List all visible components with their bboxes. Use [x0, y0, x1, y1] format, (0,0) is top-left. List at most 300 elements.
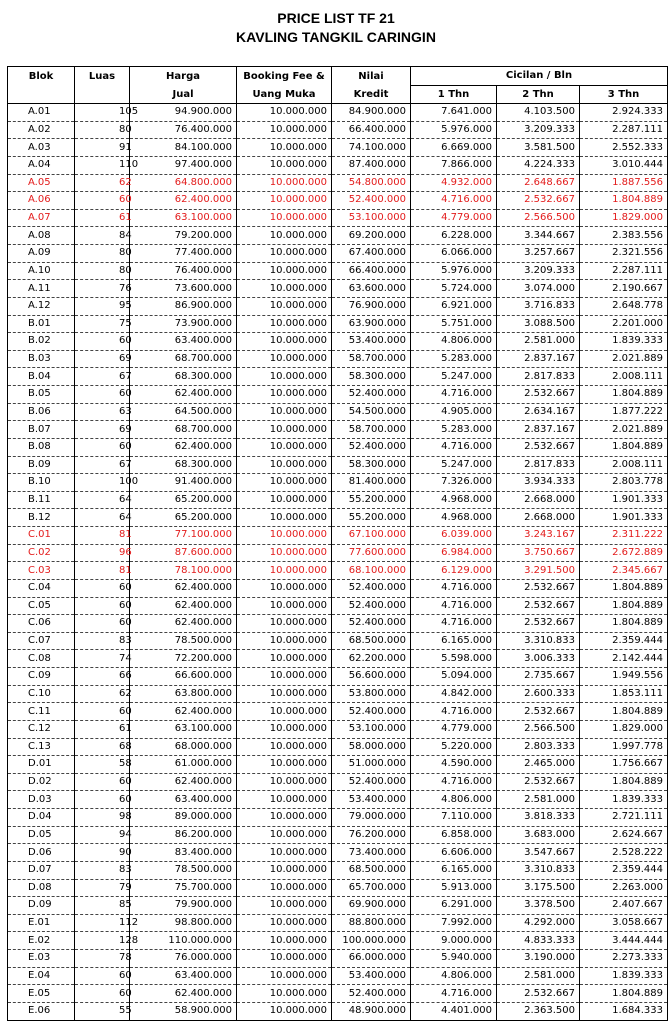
table-row [8, 562, 668, 580]
table-row [8, 544, 668, 562]
cell-luas: 128 [75, 932, 130, 950]
cell-cicilan-1-thn: 6.984.000 [411, 544, 497, 562]
cell-harga-jual: 68.700.000 [130, 350, 237, 368]
cell-harga-jual: 76.400.000 [130, 121, 237, 139]
header-nilai-line2: Kredit [332, 85, 411, 104]
cell-harga-jual: 62.400.000 [130, 579, 237, 597]
cell-harga-jual: 62.400.000 [130, 386, 237, 404]
cell-cicilan-2-thn: 3.310.833 [497, 632, 580, 650]
cell-nilai-kredit: 56.600.000 [332, 668, 411, 686]
cell-booking-fee: 10.000.000 [237, 967, 332, 985]
cell-cicilan-3-thn: 2.345.667 [580, 562, 668, 580]
cell-blok: C.13 [8, 738, 75, 756]
cell-cicilan-1-thn: 5.724.000 [411, 280, 497, 298]
cell-blok: B.07 [8, 421, 75, 439]
cell-cicilan-1-thn: 5.751.000 [411, 315, 497, 333]
cell-booking-fee: 10.000.000 [237, 579, 332, 597]
cell-luas: 91 [75, 139, 130, 157]
cell-harga-jual: 58.900.000 [130, 1002, 237, 1020]
cell-harga-jual: 73.900.000 [130, 315, 237, 333]
cell-booking-fee: 10.000.000 [237, 333, 332, 351]
cell-cicilan-2-thn: 4.103.500 [497, 104, 580, 122]
cell-cicilan-3-thn: 1.853.111 [580, 685, 668, 703]
cell-cicilan-2-thn: 3.310.833 [497, 861, 580, 879]
cell-booking-fee: 10.000.000 [237, 791, 332, 809]
cell-luas: 78 [75, 950, 130, 968]
cell-blok: C.12 [8, 720, 75, 738]
cell-luas: 60 [75, 386, 130, 404]
cell-harga-jual: 84.100.000 [130, 139, 237, 157]
table-body [8, 104, 668, 1021]
cell-harga-jual: 87.600.000 [130, 544, 237, 562]
header-nilai-line1: Nilai [332, 67, 411, 86]
cell-luas: 80 [75, 262, 130, 280]
table-row [8, 579, 668, 597]
cell-luas: 95 [75, 297, 130, 315]
cell-luas: 60 [75, 579, 130, 597]
cell-harga-jual: 63.400.000 [130, 967, 237, 985]
cell-blok: D.08 [8, 879, 75, 897]
cell-nilai-kredit: 77.600.000 [332, 544, 411, 562]
cell-cicilan-1-thn: 6.165.000 [411, 632, 497, 650]
cell-luas: 60 [75, 438, 130, 456]
cell-booking-fee: 10.000.000 [237, 403, 332, 421]
cell-cicilan-3-thn: 1.839.333 [580, 333, 668, 351]
cell-cicilan-3-thn: 2.359.444 [580, 861, 668, 879]
header-row-top [8, 67, 668, 86]
cell-luas: 83 [75, 861, 130, 879]
cell-blok: C.08 [8, 650, 75, 668]
cell-cicilan-3-thn: 2.273.333 [580, 950, 668, 968]
cell-harga-jual: 64.800.000 [130, 174, 237, 192]
cell-cicilan-2-thn: 3.818.333 [497, 809, 580, 827]
cell-booking-fee: 10.000.000 [237, 386, 332, 404]
table-row [8, 668, 668, 686]
cell-nilai-kredit: 48.900.000 [332, 1002, 411, 1020]
table-row [8, 262, 668, 280]
cell-booking-fee: 10.000.000 [237, 650, 332, 668]
table-header [8, 67, 668, 104]
cell-cicilan-3-thn: 2.201.000 [580, 315, 668, 333]
cell-nilai-kredit: 52.400.000 [332, 773, 411, 791]
cell-harga-jual: 68.700.000 [130, 421, 237, 439]
cell-booking-fee: 10.000.000 [237, 509, 332, 527]
cell-nilai-kredit: 54.500.000 [332, 403, 411, 421]
cell-nilai-kredit: 53.400.000 [332, 333, 411, 351]
cell-harga-jual: 72.200.000 [130, 650, 237, 668]
cell-cicilan-1-thn: 4.932.000 [411, 174, 497, 192]
cell-cicilan-3-thn: 2.672.889 [580, 544, 668, 562]
cell-cicilan-2-thn: 3.683.000 [497, 826, 580, 844]
cell-luas: 83 [75, 632, 130, 650]
cell-cicilan-1-thn: 6.165.000 [411, 861, 497, 879]
cell-nilai-kredit: 53.400.000 [332, 967, 411, 985]
cell-nilai-kredit: 53.400.000 [332, 791, 411, 809]
cell-booking-fee: 10.000.000 [237, 844, 332, 862]
cell-cicilan-3-thn: 2.924.333 [580, 104, 668, 122]
cell-luas: 68 [75, 738, 130, 756]
cell-luas: 61 [75, 720, 130, 738]
header-booking-line1: Booking Fee & [237, 67, 332, 86]
cell-cicilan-3-thn: 2.528.222 [580, 844, 668, 862]
cell-cicilan-3-thn: 1.804.889 [580, 773, 668, 791]
cell-cicilan-1-thn: 6.228.000 [411, 227, 497, 245]
cell-blok: A.03 [8, 139, 75, 157]
cell-harga-jual: 65.200.000 [130, 491, 237, 509]
cell-cicilan-2-thn: 4.292.000 [497, 914, 580, 932]
cell-cicilan-1-thn: 6.291.000 [411, 897, 497, 915]
cell-booking-fee: 10.000.000 [237, 544, 332, 562]
cell-nilai-kredit: 52.400.000 [332, 579, 411, 597]
cell-harga-jual: 63.100.000 [130, 209, 237, 227]
cell-booking-fee: 10.000.000 [237, 297, 332, 315]
cell-cicilan-1-thn: 6.669.000 [411, 139, 497, 157]
cell-nilai-kredit: 63.900.000 [332, 315, 411, 333]
cell-luas: 98 [75, 809, 130, 827]
table-row [8, 809, 668, 827]
page-subtitle: KAVLING TANGKIL CARINGIN [236, 29, 436, 45]
cell-nilai-kredit: 52.400.000 [332, 985, 411, 1003]
cell-cicilan-2-thn: 3.547.667 [497, 844, 580, 862]
cell-cicilan-3-thn: 2.263.000 [580, 879, 668, 897]
cell-blok: A.01 [8, 104, 75, 122]
cell-harga-jual: 83.400.000 [130, 844, 237, 862]
table-row [8, 844, 668, 862]
cell-luas: 84 [75, 227, 130, 245]
table-row [8, 104, 668, 122]
cell-booking-fee: 10.000.000 [237, 756, 332, 774]
cell-luas: 105 [75, 104, 130, 122]
cell-blok: D.05 [8, 826, 75, 844]
cell-cicilan-1-thn: 4.779.000 [411, 720, 497, 738]
cell-booking-fee: 10.000.000 [237, 209, 332, 227]
header-harga-line2: Jual [130, 85, 237, 104]
cell-harga-jual: 76.400.000 [130, 262, 237, 280]
cell-cicilan-3-thn: 2.021.889 [580, 421, 668, 439]
cell-luas: 76 [75, 280, 130, 298]
cell-cicilan-3-thn: 1.839.333 [580, 791, 668, 809]
document-header [0, 0, 672, 57]
table-row [8, 438, 668, 456]
cell-nilai-kredit: 52.400.000 [332, 386, 411, 404]
cell-cicilan-2-thn: 3.257.667 [497, 245, 580, 263]
cell-cicilan-2-thn: 3.209.333 [497, 262, 580, 280]
cell-luas: 69 [75, 350, 130, 368]
cell-cicilan-2-thn: 2.668.000 [497, 509, 580, 527]
cell-cicilan-1-thn: 6.129.000 [411, 562, 497, 580]
cell-cicilan-3-thn: 1.949.556 [580, 668, 668, 686]
cell-cicilan-1-thn: 4.779.000 [411, 209, 497, 227]
cell-booking-fee: 10.000.000 [237, 985, 332, 1003]
table-row [8, 509, 668, 527]
cell-cicilan-1-thn: 4.716.000 [411, 597, 497, 615]
cell-nilai-kredit: 52.400.000 [332, 192, 411, 210]
cell-cicilan-3-thn: 2.008.111 [580, 456, 668, 474]
table-row [8, 650, 668, 668]
cell-booking-fee: 10.000.000 [237, 421, 332, 439]
cell-booking-fee: 10.000.000 [237, 245, 332, 263]
cell-cicilan-2-thn: 4.833.333 [497, 932, 580, 950]
cell-booking-fee: 10.000.000 [237, 438, 332, 456]
cell-nilai-kredit: 65.700.000 [332, 879, 411, 897]
table-row [8, 297, 668, 315]
table-row [8, 156, 668, 174]
cell-cicilan-2-thn: 2.532.667 [497, 597, 580, 615]
cell-luas: 60 [75, 597, 130, 615]
cell-harga-jual: 62.400.000 [130, 438, 237, 456]
cell-cicilan-3-thn: 1.804.889 [580, 615, 668, 633]
cell-luas: 55 [75, 1002, 130, 1020]
cell-luas: 60 [75, 615, 130, 633]
cell-cicilan-3-thn: 3.444.444 [580, 932, 668, 950]
cell-blok: C.06 [8, 615, 75, 633]
cell-cicilan-3-thn: 2.721.111 [580, 809, 668, 827]
cell-cicilan-3-thn: 2.311.222 [580, 527, 668, 545]
cell-cicilan-3-thn: 1.804.889 [580, 192, 668, 210]
cell-cicilan-3-thn: 1.804.889 [580, 579, 668, 597]
cell-cicilan-3-thn: 2.407.667 [580, 897, 668, 915]
cell-nilai-kredit: 52.400.000 [332, 615, 411, 633]
cell-nilai-kredit: 68.500.000 [332, 861, 411, 879]
cell-cicilan-2-thn: 3.175.500 [497, 879, 580, 897]
cell-cicilan-2-thn: 2.634.167 [497, 403, 580, 421]
cell-cicilan-2-thn: 2.581.000 [497, 967, 580, 985]
cell-cicilan-1-thn: 5.913.000 [411, 879, 497, 897]
cell-booking-fee: 10.000.000 [237, 491, 332, 509]
cell-luas: 60 [75, 967, 130, 985]
cell-cicilan-1-thn: 7.992.000 [411, 914, 497, 932]
cell-blok: C.11 [8, 703, 75, 721]
cell-harga-jual: 98.800.000 [130, 914, 237, 932]
cell-harga-jual: 79.900.000 [130, 897, 237, 915]
cell-luas: 60 [75, 791, 130, 809]
cell-harga-jual: 77.100.000 [130, 527, 237, 545]
cell-cicilan-2-thn: 2.532.667 [497, 773, 580, 791]
cell-cicilan-2-thn: 2.532.667 [497, 579, 580, 597]
cell-luas: 66 [75, 668, 130, 686]
cell-luas: 81 [75, 562, 130, 580]
cell-cicilan-1-thn: 4.590.000 [411, 756, 497, 774]
cell-luas: 69 [75, 421, 130, 439]
table-row [8, 932, 668, 950]
cell-harga-jual: 68.000.000 [130, 738, 237, 756]
table-row [8, 985, 668, 1003]
table-row [8, 315, 668, 333]
cell-nilai-kredit: 54.800.000 [332, 174, 411, 192]
cell-cicilan-1-thn: 5.247.000 [411, 456, 497, 474]
cell-harga-jual: 68.300.000 [130, 368, 237, 386]
cell-cicilan-1-thn: 5.220.000 [411, 738, 497, 756]
cell-luas: 58 [75, 756, 130, 774]
cell-booking-fee: 10.000.000 [237, 1002, 332, 1020]
table-row [8, 1002, 668, 1020]
cell-luas: 64 [75, 491, 130, 509]
cell-nilai-kredit: 53.100.000 [332, 209, 411, 227]
cell-cicilan-3-thn: 2.624.667 [580, 826, 668, 844]
cell-harga-jual: 63.400.000 [130, 791, 237, 809]
cell-booking-fee: 10.000.000 [237, 809, 332, 827]
table-row [8, 174, 668, 192]
cell-blok: D.06 [8, 844, 75, 862]
cell-cicilan-3-thn: 1.887.556 [580, 174, 668, 192]
cell-nilai-kredit: 76.200.000 [332, 826, 411, 844]
cell-harga-jual: 65.200.000 [130, 509, 237, 527]
table-row [8, 474, 668, 492]
cell-cicilan-3-thn: 2.142.444 [580, 650, 668, 668]
table-row [8, 403, 668, 421]
cell-luas: 85 [75, 897, 130, 915]
cell-cicilan-2-thn: 3.291.500 [497, 562, 580, 580]
cell-luas: 62 [75, 174, 130, 192]
header-3-thn: 3 Thn [580, 85, 668, 104]
cell-cicilan-3-thn: 1.804.889 [580, 386, 668, 404]
header-luas: Luas [75, 67, 130, 104]
header-cicilan: Cicilan / Bln [411, 67, 668, 86]
cell-harga-jual: 86.200.000 [130, 826, 237, 844]
cell-blok: D.01 [8, 756, 75, 774]
cell-cicilan-1-thn: 5.283.000 [411, 421, 497, 439]
cell-cicilan-2-thn: 4.224.333 [497, 156, 580, 174]
cell-cicilan-3-thn: 2.803.778 [580, 474, 668, 492]
cell-cicilan-2-thn: 2.600.333 [497, 685, 580, 703]
cell-cicilan-1-thn: 6.921.000 [411, 297, 497, 315]
cell-blok: B.12 [8, 509, 75, 527]
cell-booking-fee: 10.000.000 [237, 121, 332, 139]
cell-nilai-kredit: 52.400.000 [332, 703, 411, 721]
cell-cicilan-2-thn: 3.088.500 [497, 315, 580, 333]
header-1-thn: 1 Thn [411, 85, 497, 104]
cell-cicilan-3-thn: 1.997.778 [580, 738, 668, 756]
cell-cicilan-3-thn: 3.058.667 [580, 914, 668, 932]
cell-cicilan-3-thn: 2.008.111 [580, 368, 668, 386]
cell-nilai-kredit: 67.100.000 [332, 527, 411, 545]
cell-cicilan-1-thn: 4.716.000 [411, 703, 497, 721]
cell-cicilan-1-thn: 4.968.000 [411, 509, 497, 527]
cell-harga-jual: 78.100.000 [130, 562, 237, 580]
cell-luas: 110 [75, 156, 130, 174]
cell-booking-fee: 10.000.000 [237, 703, 332, 721]
table-row [8, 967, 668, 985]
table-row [8, 227, 668, 245]
table-row [8, 386, 668, 404]
header-2-thn: 2 Thn [497, 85, 580, 104]
cell-harga-jual: 86.900.000 [130, 297, 237, 315]
cell-luas: 60 [75, 192, 130, 210]
table-row [8, 333, 668, 351]
cell-booking-fee: 10.000.000 [237, 861, 332, 879]
cell-blok: A.10 [8, 262, 75, 280]
cell-cicilan-1-thn: 5.976.000 [411, 121, 497, 139]
cell-cicilan-2-thn: 2.532.667 [497, 386, 580, 404]
cell-cicilan-1-thn: 4.905.000 [411, 403, 497, 421]
cell-blok: B.08 [8, 438, 75, 456]
cell-blok: D.03 [8, 791, 75, 809]
cell-cicilan-2-thn: 2.581.000 [497, 791, 580, 809]
table-row [8, 773, 668, 791]
cell-blok: E.04 [8, 967, 75, 985]
cell-cicilan-3-thn: 3.010.444 [580, 156, 668, 174]
cell-harga-jual: 63.400.000 [130, 333, 237, 351]
cell-cicilan-3-thn: 1.804.889 [580, 985, 668, 1003]
table-row [8, 685, 668, 703]
cell-blok: E.02 [8, 932, 75, 950]
cell-cicilan-1-thn: 5.283.000 [411, 350, 497, 368]
cell-luas: 94 [75, 826, 130, 844]
cell-blok: C.03 [8, 562, 75, 580]
cell-cicilan-1-thn: 4.806.000 [411, 791, 497, 809]
cell-harga-jual: 77.400.000 [130, 245, 237, 263]
cell-cicilan-2-thn: 2.648.667 [497, 174, 580, 192]
cell-nilai-kredit: 68.100.000 [332, 562, 411, 580]
cell-harga-jual: 73.600.000 [130, 280, 237, 298]
cell-cicilan-1-thn: 4.716.000 [411, 579, 497, 597]
cell-cicilan-1-thn: 6.858.000 [411, 826, 497, 844]
cell-blok: A.09 [8, 245, 75, 263]
cell-harga-jual: 75.700.000 [130, 879, 237, 897]
cell-booking-fee: 10.000.000 [237, 350, 332, 368]
cell-luas: 67 [75, 368, 130, 386]
cell-cicilan-2-thn: 2.735.667 [497, 668, 580, 686]
cell-luas: 112 [75, 914, 130, 932]
cell-booking-fee: 10.000.000 [237, 615, 332, 633]
cell-blok: B.02 [8, 333, 75, 351]
table-row [8, 703, 668, 721]
cell-harga-jual: 68.300.000 [130, 456, 237, 474]
cell-blok: B.04 [8, 368, 75, 386]
cell-blok: D.07 [8, 861, 75, 879]
cell-cicilan-2-thn: 2.817.833 [497, 368, 580, 386]
cell-cicilan-1-thn: 6.606.000 [411, 844, 497, 862]
cell-luas: 60 [75, 985, 130, 1003]
table-row [8, 897, 668, 915]
cell-nilai-kredit: 87.400.000 [332, 156, 411, 174]
cell-harga-jual: 91.400.000 [130, 474, 237, 492]
cell-booking-fee: 10.000.000 [237, 262, 332, 280]
cell-cicilan-3-thn: 1.829.000 [580, 209, 668, 227]
cell-blok: A.12 [8, 297, 75, 315]
table-row [8, 209, 668, 227]
table-row [8, 738, 668, 756]
cell-nilai-kredit: 88.800.000 [332, 914, 411, 932]
cell-blok: B.06 [8, 403, 75, 421]
cell-cicilan-3-thn: 1.839.333 [580, 967, 668, 985]
cell-cicilan-1-thn: 4.716.000 [411, 773, 497, 791]
cell-nilai-kredit: 58.300.000 [332, 368, 411, 386]
cell-nilai-kredit: 66.400.000 [332, 262, 411, 280]
cell-harga-jual: 62.400.000 [130, 597, 237, 615]
cell-blok: C.02 [8, 544, 75, 562]
cell-cicilan-1-thn: 5.598.000 [411, 650, 497, 668]
cell-cicilan-1-thn: 4.716.000 [411, 985, 497, 1003]
table-row [8, 421, 668, 439]
table-row [8, 527, 668, 545]
cell-cicilan-2-thn: 2.566.500 [497, 209, 580, 227]
cell-blok: A.02 [8, 121, 75, 139]
cell-booking-fee: 10.000.000 [237, 597, 332, 615]
cell-harga-jual: 110.000.000 [130, 932, 237, 950]
cell-cicilan-3-thn: 2.383.556 [580, 227, 668, 245]
cell-booking-fee: 10.000.000 [237, 950, 332, 968]
table-row [8, 826, 668, 844]
cell-luas: 62 [75, 685, 130, 703]
cell-booking-fee: 10.000.000 [237, 156, 332, 174]
cell-booking-fee: 10.000.000 [237, 932, 332, 950]
cell-luas: 74 [75, 650, 130, 668]
cell-cicilan-3-thn: 2.648.778 [580, 297, 668, 315]
cell-nilai-kredit: 55.200.000 [332, 491, 411, 509]
cell-blok: E.06 [8, 1002, 75, 1020]
cell-luas: 90 [75, 844, 130, 862]
